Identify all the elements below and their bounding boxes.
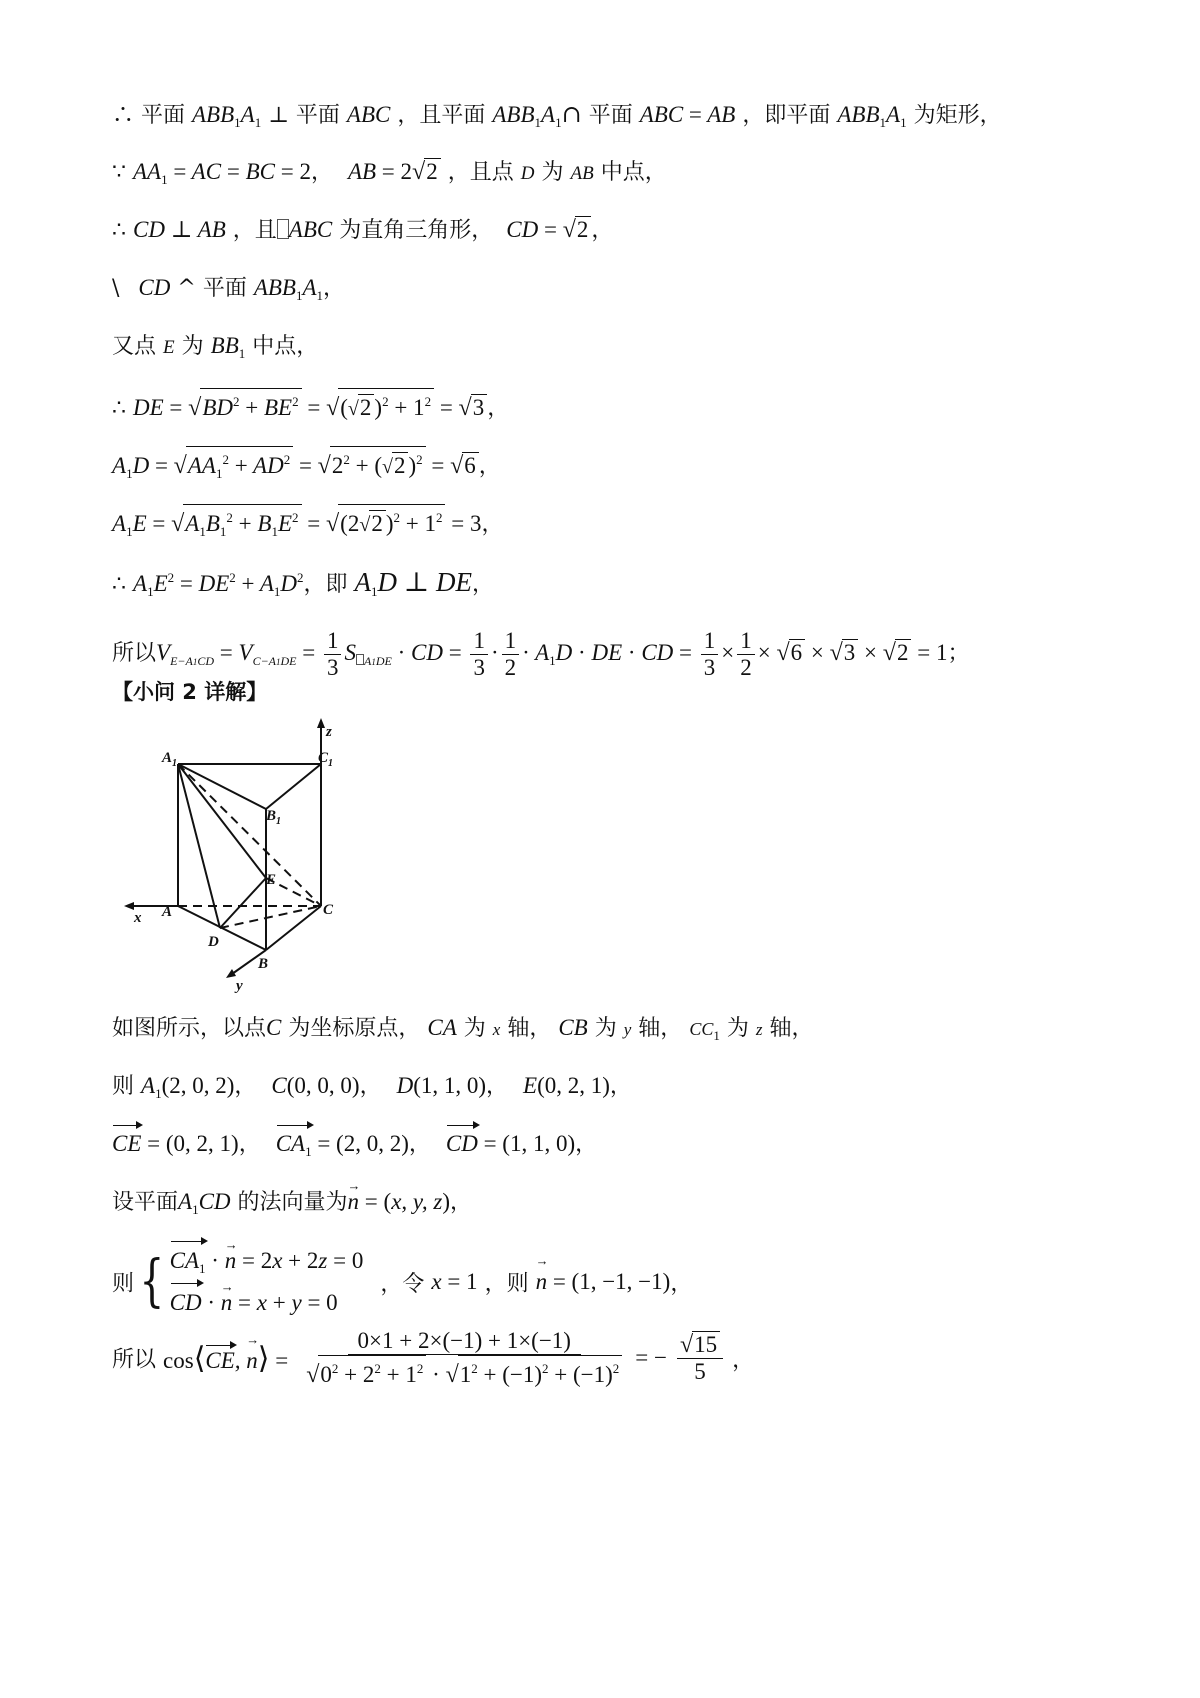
prism-figure (120, 716, 360, 996)
line-system: 则{ $CA_1 \cdot n$ → = 2x + 2z = 0 CD · n → = x + y = 0 ，令 x = 1 ，则 n → = (1, −1, −1)， (112, 1244, 692, 1320)
line-a1e-length: $A_1E = √A_1B_1^2 + B_1E^2 = √(2√2$ )$^2 + 1^2 = 3$， (112, 504, 503, 548)
line-plane-perpendicular: ∴ 平面 $ABB_1A_1$ ⊥ 平面 ABC ，且平面 $ABB_1A_1\cap$ 平面 ABC = AB ，即平面 $ABB_1A_1$ 为矩形， (112, 100, 1002, 130)
line-a1d-length: $A_1D = √AA_1^2 + AD^2 = √2^2 + (√2$ )$^2$ = √6 ， (112, 446, 501, 490)
line-coordinate-setup: 如图所示，以点C 为坐标原点， CA 为 x 轴， CB 为 y 轴， $CC_1$ 为 z 轴， (112, 1015, 814, 1043)
line-cd-perp-plane: \ CD ^ 平面 $ABB_1A_1$， (112, 275, 346, 303)
line-given-lengths: ∵ $AA_1$ = AC = BC = 2， AB = 2√2 ，且点 D 为 AB 中点， (112, 159, 667, 187)
label-c1: $C_1$ (318, 750, 334, 769)
label-a: A (162, 904, 173, 920)
label-b1: $B_1$ (266, 808, 282, 827)
label-a1: $A_1$ (162, 750, 178, 769)
line-cd-perp-ab: ∴ CD ⊥ AB ，且 ABC 为直角三角形， CD = √2 ， (112, 217, 614, 243)
line-vectors: CE = (0, 2, 1)， $CA_1 = (2$, 0, 2)， CD = (1, 1, 0)， (112, 1128, 597, 1168)
label-e: E (266, 872, 277, 888)
line-point-coordinates: 则 $A_1(2$, 0, 2)， C(0, 0, 0)， D(1, 1, 0)， E(0, 2, 1)， (112, 1073, 632, 1101)
section-heading-part2: 【小问 2 详解】 (112, 680, 268, 704)
label-y: y (236, 978, 243, 994)
label-d: D (208, 934, 219, 950)
line-cosine: 所以 cos⟨CE, n →⟩ = $\frac{0\times 1 + 2\times(-1) + 1\times(-1)}{√0^2 + 2^2 + 1^2 \cdot √1^2 + (-1)^2 + (-1)^2}$ = − $\frac{√15}{5}$ ， (112, 1328, 754, 1388)
label-c: C (323, 902, 334, 918)
line-pythagoras: ∴ $A_1E^2 = DE^2 + A_1D^2$，即 $A_1D$ ⊥ DE， (112, 567, 494, 599)
label-z: z (326, 724, 332, 740)
line-normal-vector: 设平面$A_1CD$ 的法向量为n → = (x, y, z)， (112, 1186, 472, 1226)
line-point-e: 又点 E 为 $BB_1$ 中点， (112, 333, 319, 361)
label-b: B (258, 956, 269, 972)
line-de-length: ∴ DE = $√BD^2 + BE^2 = √(√2$ )$^2 + 1^2 = √3$ ， (112, 388, 509, 425)
line-volume: 所以$V_{E-A1CD} = V_{C-A1DE}$ = $\frac{1}{3}$ S $_{A1DE}$ · CD = $\frac{1}{3}$ · $\frac{1}{2}$ · $A_1D$ · DE · CD = $\frac{1}{3}$ × $\frac{1}{2}$ × √6 × √3 × √2 = 1； (112, 628, 970, 680)
label-x: x (134, 910, 142, 926)
